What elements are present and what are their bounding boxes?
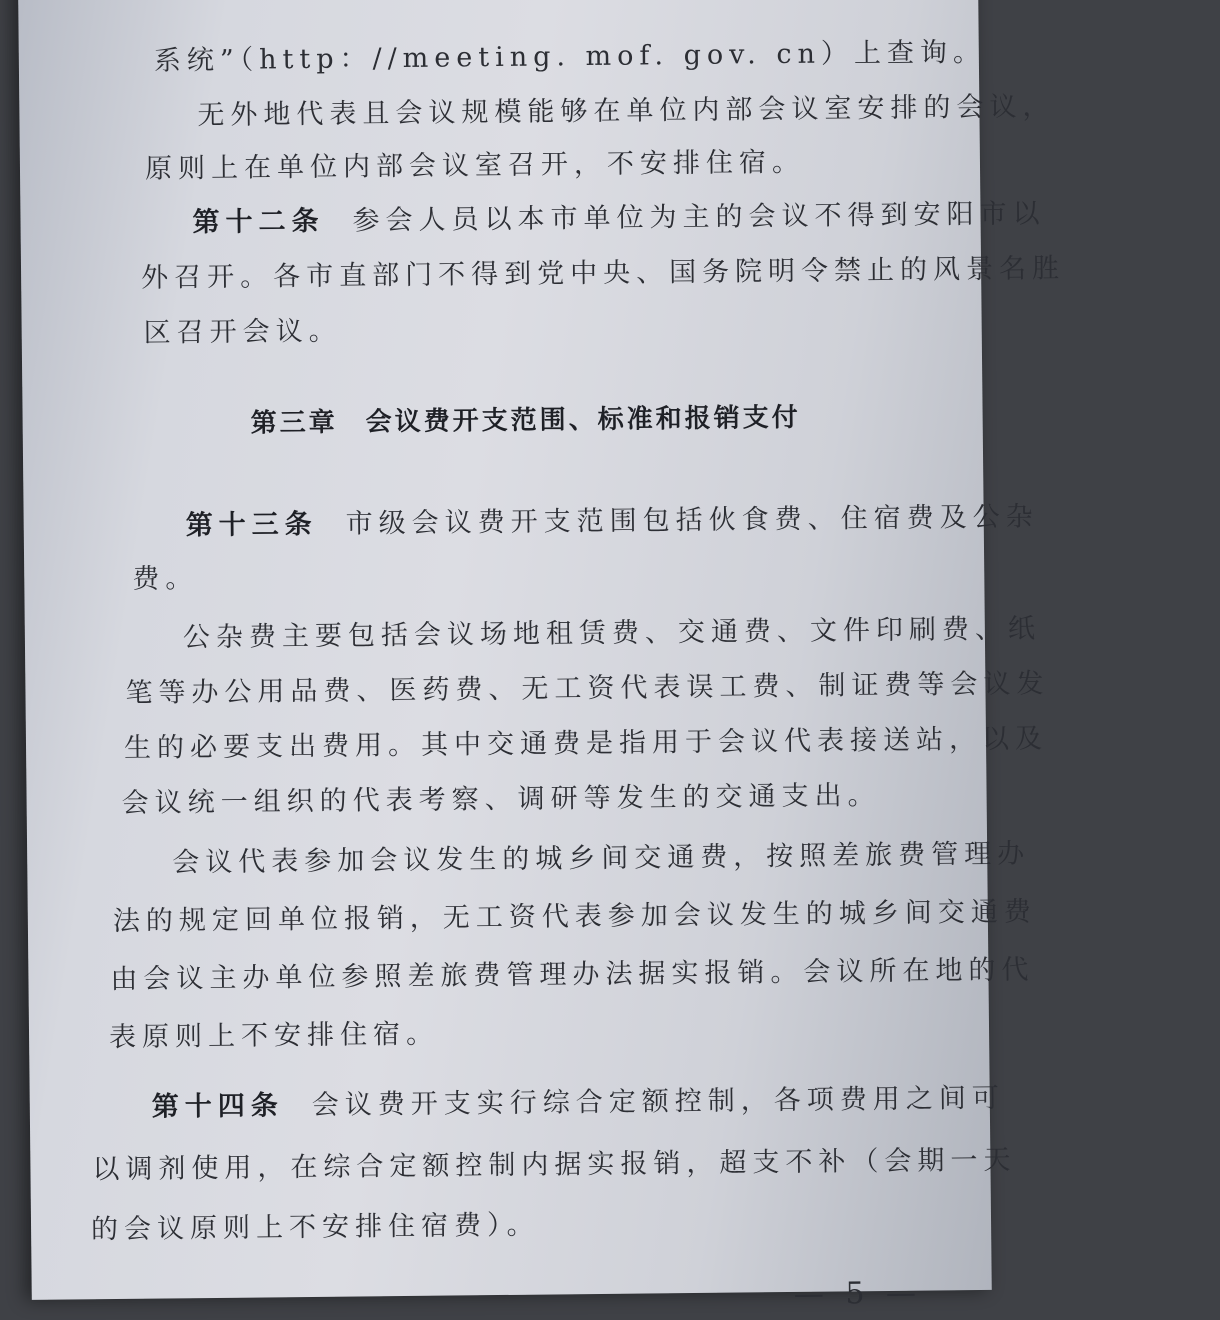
article-13-heading: 第十三条 xyxy=(185,508,318,542)
article-14-text: 会议费开支实行综合定额控制，各项费用之间可 xyxy=(311,1082,1005,1121)
chapter-number: 第三章 xyxy=(250,407,338,439)
chapter-title: 会议费开支范围、标准和报销支付 xyxy=(365,402,801,438)
page-number: — 5 — xyxy=(793,1275,923,1312)
text-line: 由会议主办单位参照差旅费管理办法据实报销。会议所在地的代 xyxy=(110,954,1035,996)
article-13-text: 市级会议费开支范围包括伙食费、住宿费及公杂 xyxy=(345,501,1039,540)
text-line: 无外地代表且会议规模能够在单位内部会议室安排的会议， xyxy=(197,91,1056,132)
text-line: 会议代表参加会议发生的城乡间交通费，按照差旅费管理办 xyxy=(172,838,1031,879)
text-line: 表原则上不安排住宿。 xyxy=(108,1018,440,1054)
article-13-line-1 xyxy=(23,493,1145,544)
text-line: 的会议原则上不安排住宿费）。 xyxy=(90,1209,540,1246)
text-line: 公杂费主要包括会议场地租赁费、交通费、文件印刷费、纸 xyxy=(182,613,1042,654)
text-line: 以调剂使用，在综合定额控制内据实报销，超支不补（会期一天 xyxy=(92,1144,1017,1186)
article-14-heading: 第十四条 xyxy=(151,1090,284,1123)
article-14-line-1 xyxy=(30,1075,1112,1125)
text-line: 费。 xyxy=(132,563,199,595)
text-line: 法的规定回单位报销，无工资代表参加会议发生的城乡间交通费 xyxy=(112,896,1037,938)
text-line: 笔等办公用品费、医药费、无工资代表误工费、制证费等会议发 xyxy=(125,668,1050,709)
text-line: 会议统一组织的代表考察、调研等发生的交通支出。 xyxy=(121,780,881,819)
article-12-text: 参会人员以本市单位为主的会议不得到安阳市以 xyxy=(352,198,1046,237)
text-line: 原则上在单位内部会议室召开，不安排住宿。 xyxy=(144,146,806,185)
text-line: 系统”（http：//meeting. mof. gov. cn）上查询。 xyxy=(153,36,987,77)
text-line: 外召开。各市直部门不得到党中央、国务院明令禁止的风景名胜 xyxy=(140,253,1066,294)
text-line: 生的必要支出费用。其中交通费是指用于会议代表接送站，以及 xyxy=(123,723,1049,764)
article-12-heading: 第十二条 xyxy=(192,205,325,239)
chapter-heading xyxy=(22,393,1210,442)
text-line: 区召开会议。 xyxy=(143,315,342,349)
article-12-line-1 xyxy=(20,190,1152,241)
document-page xyxy=(18,0,1066,1312)
